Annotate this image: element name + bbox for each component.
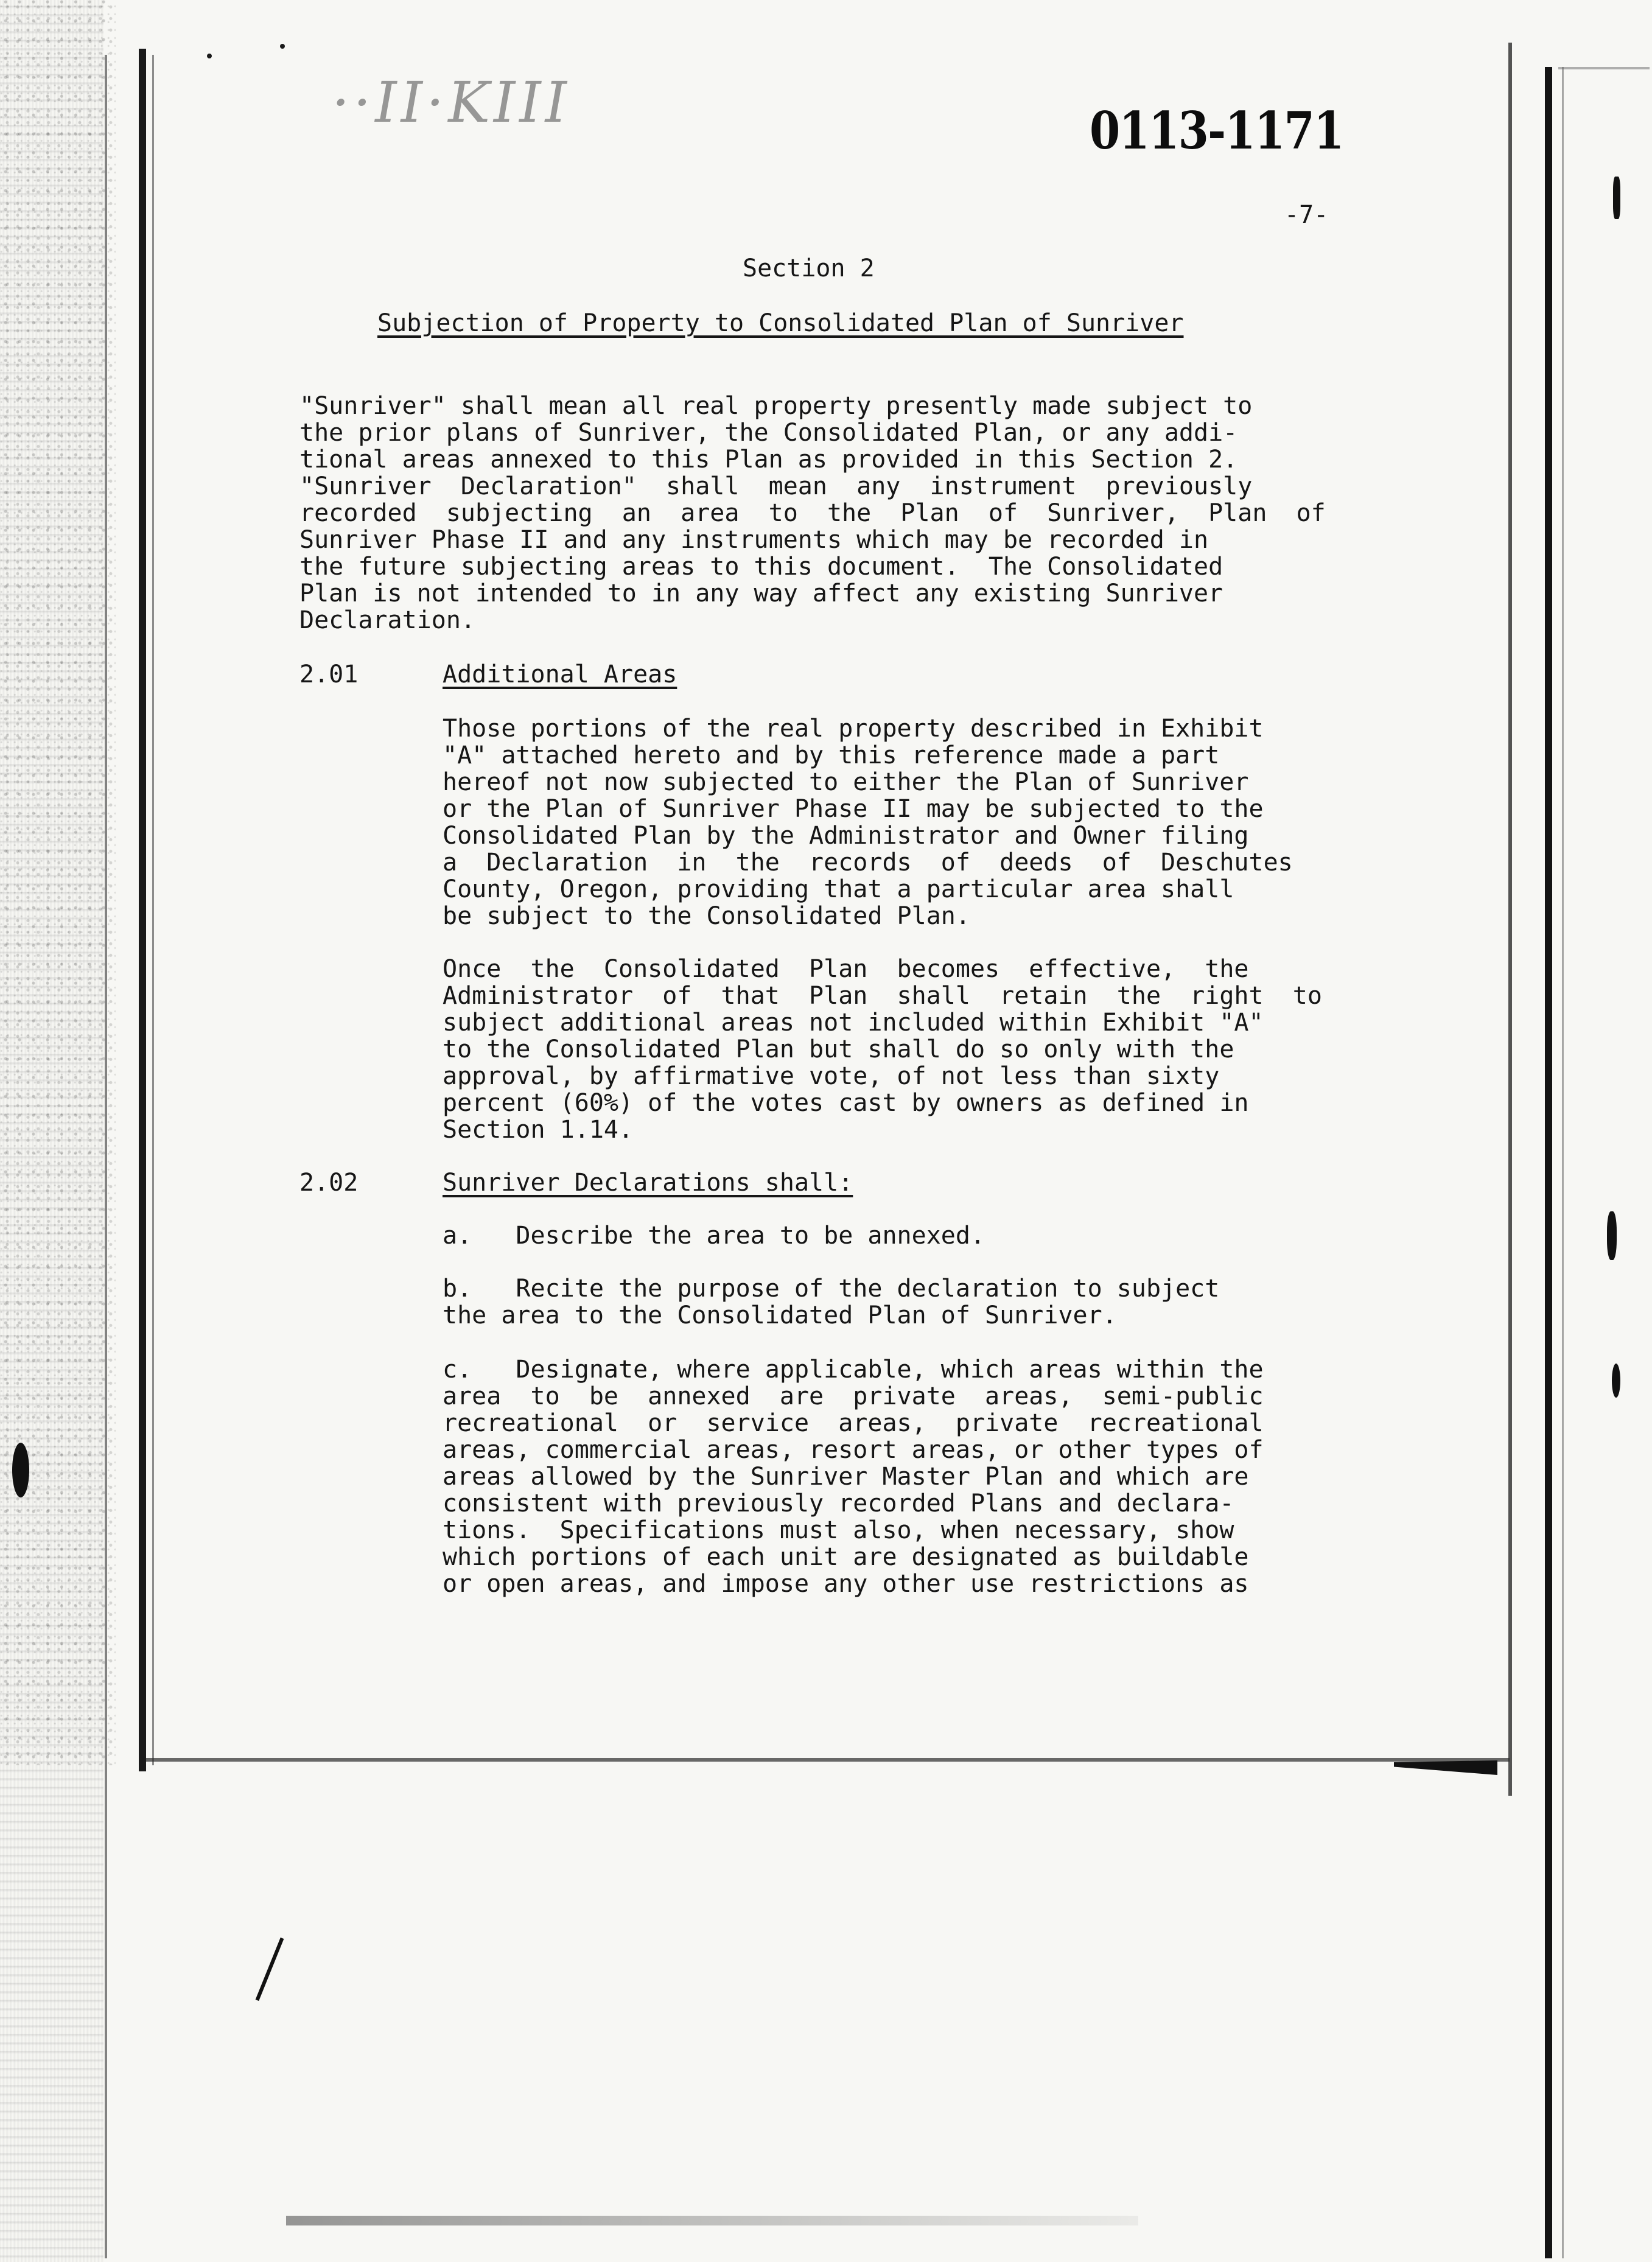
scan-blob-left (12, 1443, 29, 1497)
scan-dot (280, 44, 285, 49)
scan-line-right-outer (1562, 67, 1564, 2258)
scan-blob-right (1613, 177, 1620, 219)
page-border-right (1545, 67, 1552, 2258)
paragraph-additional-areas-2: Once the Consolidated Plan becomes effective, the Administrator of that Plan shall retain the right to subject additional areas not included within Exhibit "A" to the Consolidated Plan but shall do so only with the approval, by affirmative vote, of not less than sixty percent (60%) of the votes cast by owners as defined in Section 1.14. (443, 955, 1322, 1144)
page-border-bottom (146, 1758, 1510, 1762)
scan-blob-right (1612, 1364, 1620, 1398)
paragraph-additional-areas-1: Those portions of the real property described in Exhibit "A" attached hereto and by this reference made a part hereof not now subjected to either the Plan of Sunriver or the Plan of Sunriver Phase II may be subjected to the Consolidated Plan by the Administrator and Owner filing a Declaration in the records of deeds of Deschutes County, Oregon, providing that a particular area shall be subject to the Consolidated Plan. (443, 715, 1293, 930)
scan-line-left-outer (105, 55, 107, 2258)
scan-shadow-bottom (286, 2216, 1138, 2225)
list-item-c: c. Designate, where applicable, which areas within the area to be annexed are private areas, semi-public recreational or service areas, private recreational areas, commercial areas, resort areas, or other types of areas allowed by the Sunriver Master Plan and which are consistent with previously recorded Plans and declara- tions. Specifications must also, when necessary, show which portions of each unit are designated as buildable or open areas, and impose any other use restrictions as (443, 1356, 1264, 1598)
faded-stamp-glyphs: ··ΙΙ·ΚΙΙΙ (326, 70, 576, 135)
scan-line-top-right (1558, 67, 1650, 69)
page-border-right-inner (1508, 43, 1512, 1796)
pen-stroke-mark (256, 1938, 284, 2001)
page-border-left (139, 49, 146, 1771)
intro-paragraph: "Sunriver" shall mean all real property presently made subject to the prior plans of Sunriver, the Consolidated Plan, or any addi- tional areas annexed to this Plan as provided in this Section 2. "Sunriver Declaration" shall mean any instrument previously recorded subjecting an area to the Plan of Sunriver, Plan of Sunriver Phase II and any instruments which may be recorded in the future subjecting areas to this document. The Consolidated Plan is not intended to in any way affect any existing Sunriver Declaration. (299, 392, 1326, 634)
scan-speckle (0, 0, 116, 1765)
document-number: 0113-1171 (1090, 100, 1343, 161)
section-number-2-02: 2.02 (299, 1169, 359, 1197)
page-border-left-inner (152, 55, 154, 1765)
list-item-a: a. Describe the area to be annexed. (443, 1222, 985, 1250)
heading-sunriver-declarations: Sunriver Declarations shall: (443, 1169, 853, 1197)
heading-additional-areas: Additional Areas (443, 660, 677, 688)
scan-dot (207, 54, 212, 58)
section-subtitle: Subjection of Property to Consolidated Plan of Sunriver (377, 309, 1184, 337)
section-title: Section 2 (743, 254, 875, 282)
page-number: -7- (1284, 201, 1329, 229)
scan-blob-right (1607, 1211, 1617, 1260)
section-number-2-01: 2.01 (299, 660, 359, 688)
list-item-b: b. Recite the purpose of the declaration to subject the area to the Consolidated Plan of Sunriver. (443, 1275, 1220, 1329)
